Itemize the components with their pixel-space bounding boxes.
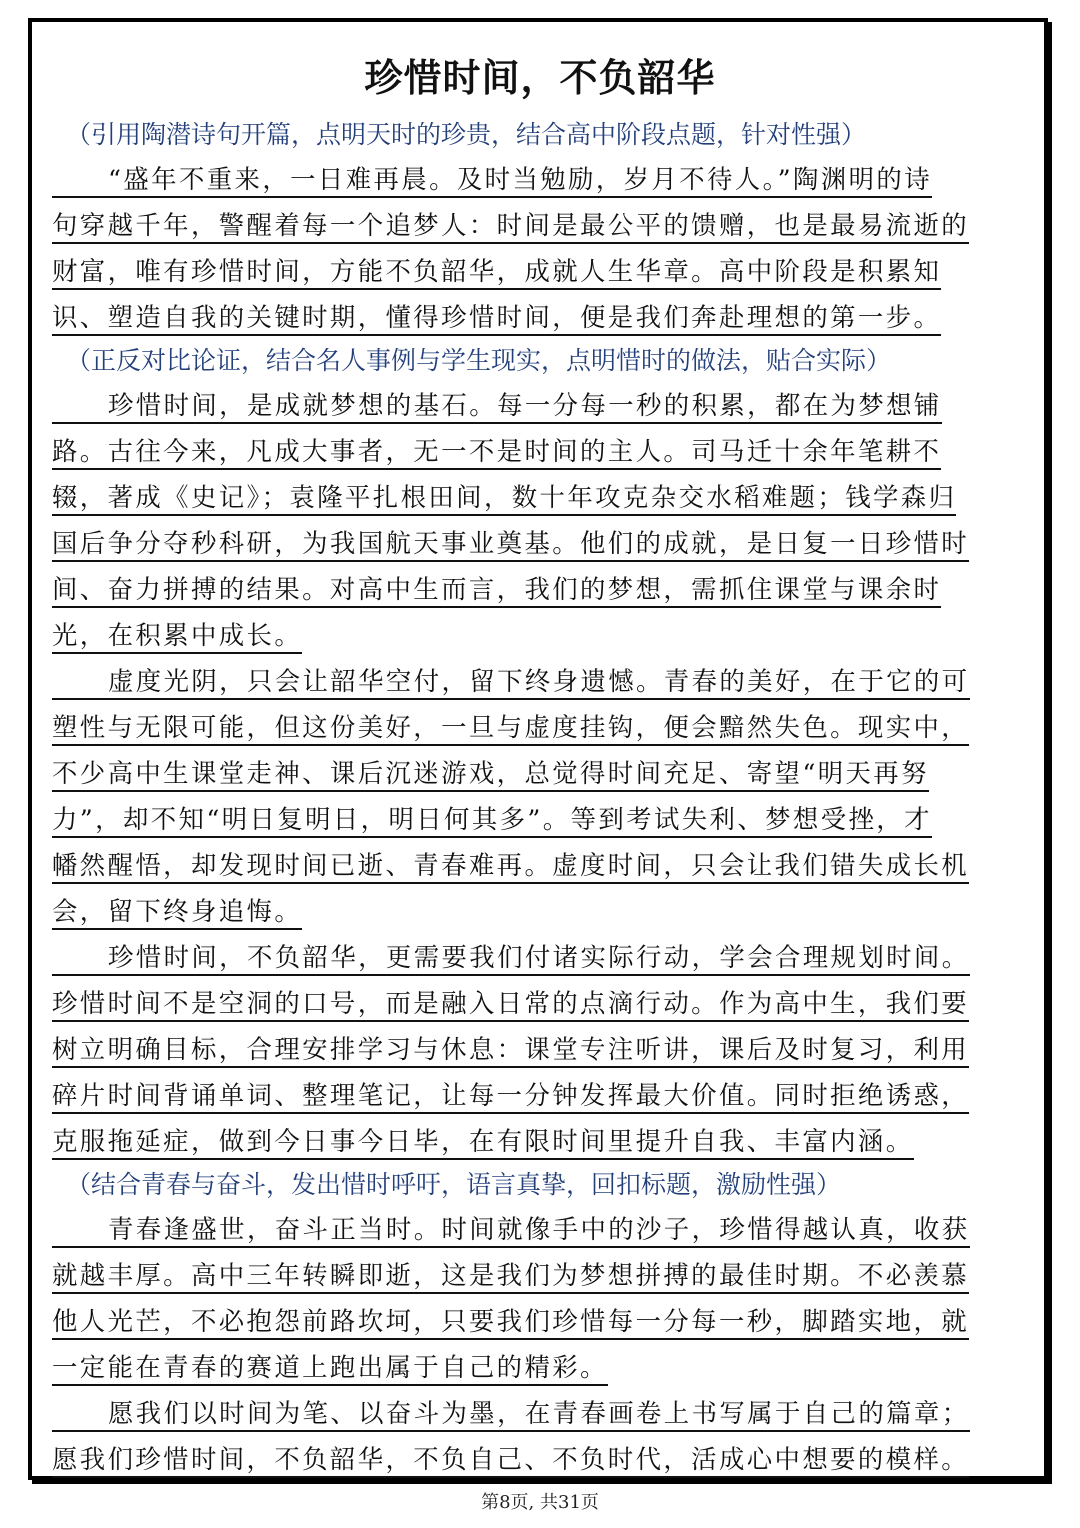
underlined-text: 力”，却不知“明日复明日，明日何其多”。等到考试失利、梦想受挫，才 — [52, 804, 932, 838]
underlined-text: 国后争分夺秒科研，为我国航天事业奠基。他们的成就，是日复一日珍惜时 — [52, 528, 969, 562]
paragraph-line — [52, 1436, 1012, 1482]
paragraph-line — [52, 704, 1012, 750]
underlined-text: 珍惜时间，不负韶华，更需要我们付诸实际行动，学会合理规划时间。 — [52, 942, 970, 976]
essay-paragraph — [52, 1206, 1012, 1390]
paragraph-line — [52, 1118, 1012, 1164]
underlined-text: 虚度光阴，只会让韶华空付，留下终身遗憾。青春的美好，在于它的可 — [52, 666, 970, 700]
paragraph-line — [52, 1390, 1012, 1436]
underlined-text: 一定能在青春的赛道上跑出属于自己的精彩。 — [52, 1352, 608, 1386]
underlined-text: 树立明确目标，合理安排学习与休息：课堂专注听讲，课后及时复习，利用 — [52, 1034, 969, 1068]
underlined-text: 识、塑造自我的关键时期，懂得珍惜时间，便是我们奔赴理想的第一步。 — [52, 302, 941, 336]
paragraph-line — [52, 842, 1012, 888]
underlined-text: 塑性与无限可能，但这份美好，一旦与虚度挂钩，便会黯然失色。现实中， — [52, 712, 969, 746]
paragraph-line — [52, 1072, 1012, 1118]
underlined-text: 碎片时间背诵单词、整理笔记，让每一分钟发挥最大价值。同时拒绝诱惑， — [52, 1080, 969, 1114]
paragraph-line — [52, 1252, 1012, 1298]
underlined-text: 珍惜时间，是成就梦想的基石。每一分每一秒的积累，都在为梦想铺 — [52, 390, 942, 424]
paragraph-line — [52, 202, 1012, 248]
page-number: 第8页, 共31页 — [481, 1492, 599, 1513]
underlined-text: 就越丰厚。高中三年转瞬即逝，这是我们为梦想拼搏的最佳时期。不必羡慕 — [52, 1260, 969, 1294]
paragraph-line — [52, 888, 1012, 934]
underlined-text: 间、奋力拼搏的结果。对高中生而言，我们的梦想，需抓住课堂与课余时 — [52, 574, 941, 608]
essay-body — [52, 114, 1012, 1482]
underlined-text: 愿我们珍惜时间，不负韶华，不负自己、不负时代，活成心中想要的模样。 — [52, 1444, 969, 1478]
underlined-text: 会，留下终身追悔。 — [52, 896, 302, 930]
essay-title: 珍惜时间，不负韶华 — [364, 55, 716, 100]
paragraph-line — [52, 566, 1012, 612]
paragraph-line — [52, 934, 1012, 980]
essay-paragraph — [52, 658, 1012, 934]
paragraph-line — [52, 1344, 1012, 1390]
paragraph-line — [52, 1206, 1012, 1252]
underlined-text: 珍惜时间不是空洞的口号，而是融入日常的点滴行动。作为高中生，我们要 — [52, 988, 969, 1022]
paragraph-line — [52, 750, 1012, 796]
paragraph-line — [52, 248, 1012, 294]
paragraph-line — [52, 294, 1012, 340]
essay-paragraph — [52, 156, 1012, 340]
underlined-text: 克服拖延症，做到今日事今日毕，在有限时间里提升自我、丰富内涵。 — [52, 1126, 914, 1160]
essay-paragraph — [52, 934, 1012, 1164]
underlined-text: 辍，著成《史记》；袁隆平扎根田间，数十年攻克杂交水稻难题；钱学森归 — [52, 482, 956, 516]
paragraph-line — [52, 1026, 1012, 1072]
paragraph-line — [52, 980, 1012, 1026]
underlined-text: 光，在积累中成长。 — [52, 620, 302, 654]
annotation-note: （结合青春与奋斗，发出惜时呼吁，语言真挚，回扣标题，激励性强） — [66, 1170, 842, 1199]
underlined-text: 他人光芒，不必抱怨前路坎坷，只要我们珍惜每一分每一秒，脚踏实地，就 — [52, 1306, 969, 1340]
essay-paragraph — [52, 1390, 1012, 1482]
paragraph-line — [52, 428, 1012, 474]
underlined-text: 财富，唯有珍惜时间，方能不负韶华，成就人生华章。高中阶段是积累知 — [52, 256, 941, 290]
paragraph-line — [52, 156, 1012, 202]
paragraph-line — [52, 520, 1012, 566]
annotation-note: （正反对比论证，结合名人事例与学生现实，点明惜时的做法，贴合实际） — [66, 346, 892, 375]
underlined-text: 幡然醒悟，却发现时间已逝、青春难再。虚度时间，只会让我们错失成长机 — [52, 850, 969, 884]
paragraph-line — [52, 612, 1012, 658]
paragraph-line — [52, 658, 1012, 704]
underlined-text: 路。古往今来，凡成大事者，无一不是时间的主人。司马迁十余年笔耕不 — [52, 436, 941, 470]
underlined-text: “盛年不重来，一日难再晨。及时当勉励，岁月不待人。”陶渊明的诗 — [52, 164, 932, 198]
paragraph-line — [52, 1298, 1012, 1344]
essay-paragraph — [52, 382, 1012, 658]
annotation-note: （引用陶潜诗句开篇，点明天时的珍贵，结合高中阶段点题，针对性强） — [66, 120, 867, 149]
underlined-text: 不少高中生课堂走神、课后沉迷游戏，总觉得时间充足、寄望“明天再努 — [52, 758, 929, 792]
paragraph-line — [52, 796, 1012, 842]
underlined-text: 句穿越千年，警醒着每一个追梦人：时间是最公平的馈赠，也是最易流逝的 — [52, 210, 969, 244]
underlined-text: 愿我们以时间为笔、以奋斗为墨，在青春画卷上书写属于自己的篇章； — [52, 1398, 970, 1432]
paragraph-line — [52, 382, 1012, 428]
underlined-text: 青春逢盛世，奋斗正当时。时间就像手中的沙子，珍惜得越认真，收获 — [52, 1214, 970, 1248]
paragraph-line — [52, 474, 1012, 520]
